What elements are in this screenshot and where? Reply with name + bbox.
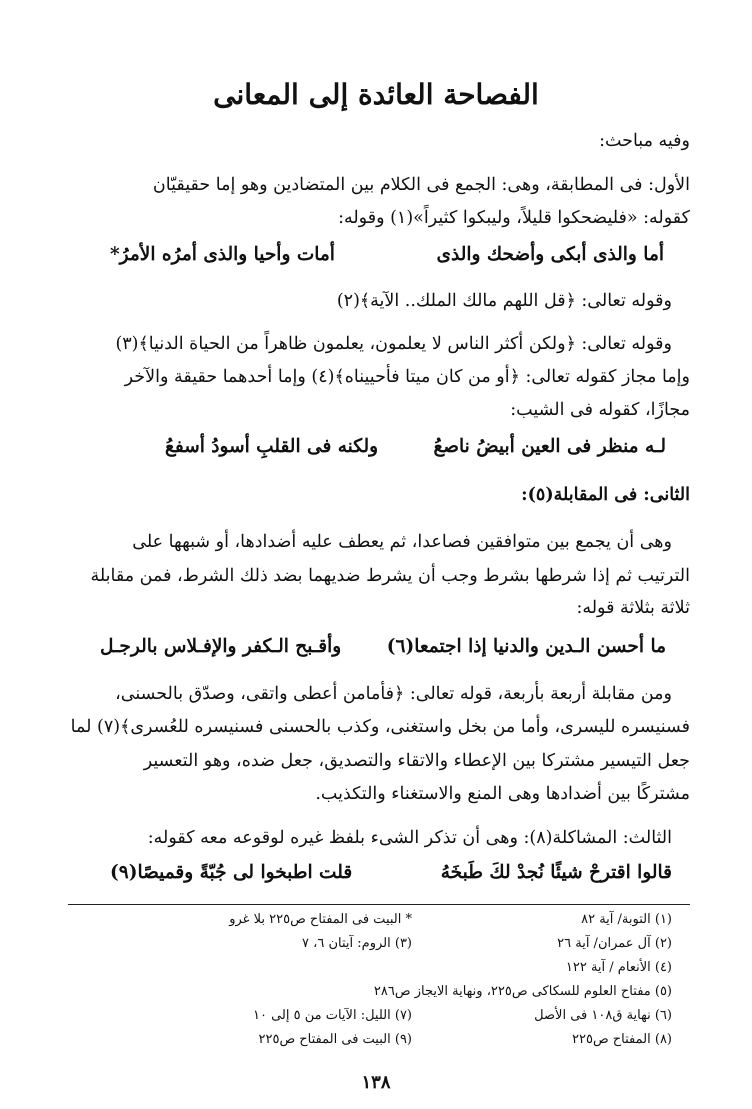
text-line: ومن مقابلة أربعة بأربعة، قوله تعالى: ﴿فأمامن أعطى واتقى، وصدّق بالحسنى، [115,684,672,704]
text-line: وقوله تعالى: ﴿ولكن أكثر الناس لا يعلمون، يعلمون ظاهراً من الحياة الدنيا﴾(٣) [115,334,672,354]
footnote: (٤) الأنعام / آية ١٢٢ [565,960,672,975]
section-heading: الثانى: فى المقابلة(٥): [521,485,690,505]
verse-hemistich-left: ولكنه فى القلبِ أسودُ أسفعُ [165,436,379,457]
verse-hemistich-right: ما أحسن الـدين والدنيا إذا اجتمعا(٦) [386,636,666,657]
text-line: وإما مجاز كقوله تعالى: ﴿أو من كان ميتا فأحييناه﴾(٤) وإما أحدهما حقيقة والآخر [124,367,690,387]
page-title: الفصاحة العائدة إلى المعانى [213,78,539,111]
text-line: جعل التيسير مشتركا بين الإعطاء والاتقاء والتصديق، جعل ضده، وهو التعسير [143,751,690,771]
footnote: (٦) نهاية ق١٠٨ فى الأصل [534,1008,672,1023]
text-line: وهى أن يجمع بين متوافقين فصاعدا، ثم يعطف عليه أضدادها، أو شبهها على [132,532,672,552]
text-line: وقوله تعالى: ﴿قل اللهم مالك الملك.. الآية﴾(٢) [336,291,672,311]
text-line: الترتيب ثم إذا شرطها بشرط وجب أن يشرط ضديهما بضد ذلك الشرط، فمن مقابلة [90,566,690,586]
verse-hemistich-right: قالوا اقترحْ شيئًا نُجدْ لكَ طَبخَهُ [440,862,672,883]
text-line: مجازًا، كقوله فى الشيب: [510,400,690,420]
text-line: ثلاثة بثلاثة قوله: [576,598,690,618]
footnote: (٥) مفتاح العلوم للسكاكى ص٢٢٥، ونهاية الايجاز ص٢٨٦ [373,984,672,999]
footnote: (٧) الليل: الآيات من ٥ إلى ١٠ [252,1008,412,1023]
text-line: فسنيسره لليسرى، وأما من بخل واستغنى، وكذب بالحسنى فسنيسره للعُسرى﴾(٧) لما [70,717,690,737]
verse-hemistich-left: قلت اطبخوا لى جُبّةً وقميصًا(٩) [110,862,353,883]
verse-hemistich-left: أمات وأحيا والذى أمرُه الأمرُ* [110,244,335,265]
verse-hemistich-right: أما والذى أبكى وأضحك والذى [436,244,664,265]
page-number: ١٣٨ [361,1072,391,1093]
text-line: الأول: فى المطابقة، وهى: الجمع فى الكلام بين المتضادين وهو إما حقيقيّان [152,175,690,195]
footnote: * البيت فى المفتاح ص٢٢٥ بلا غرو [229,912,412,927]
footnote: (٣) الروم: آيتان ٦، ٧ [302,936,412,951]
footnote: (٩) البيت فى المفتاح ص٢٢٥ [258,1032,412,1047]
text-line: الثالث: المشاكلة(٨): وهى أن تذكر الشىء بلفظ غيره لوقوعه معه كقوله: [147,828,672,848]
footnote-divider [68,904,690,905]
text-line: كقوله: «فليضحكوا قليلاً، وليبكوا كثيراً»(١) وقوله: [338,208,690,228]
footnote: (٢) آل عمران/ آية ٢٦ [557,936,672,951]
verse-hemistich-right: لـه منظر فى العين أبيضُ ناصعُ [433,436,666,457]
footnote: (٨) المفتاح ص٢٢٥ [571,1032,672,1047]
text-line: مشتركًا بين أضدادها وهى المنع والاستغناء والتكذيب. [315,784,690,804]
text-line: وفيه مباحث: [599,131,690,151]
footnote: (١) التوبة/ آية ٨٢ [581,912,672,927]
verse-hemistich-left: وأقـبح الـكفر والإفـلاس بالرجـل [100,636,342,657]
